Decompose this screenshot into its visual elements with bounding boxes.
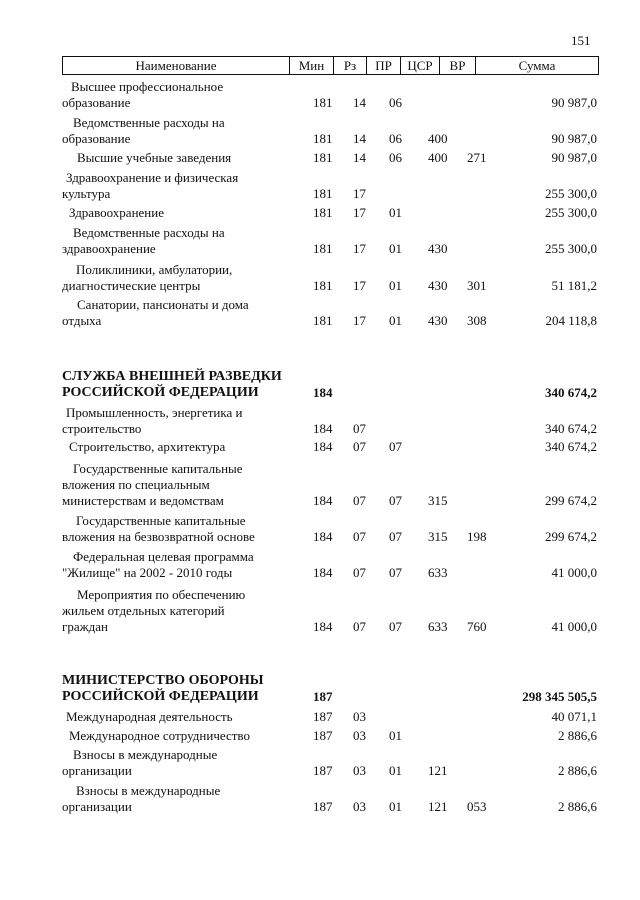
cell-sum: 299 674,2 (545, 493, 597, 508)
row-name (62, 709, 306, 725)
cell-pr: 06 (389, 95, 402, 110)
row-name-line: граждан (62, 619, 108, 634)
section-title (62, 369, 302, 401)
cell-rz: 03 (353, 728, 366, 743)
cell-pr: 06 (389, 150, 402, 165)
row-name-line: Мероприятия по обеспечению (77, 587, 246, 602)
header-vr: ВР (440, 57, 476, 74)
header-rz: Рз (334, 57, 367, 74)
cell-min: 187 (313, 799, 333, 814)
row-name-line: Ведомственные расходы на (73, 115, 225, 130)
section-title (62, 673, 302, 705)
row-name-line: образование (62, 131, 131, 146)
cell-sum: 298 345 505,5 (522, 689, 597, 704)
row-name (62, 297, 317, 329)
cell-vr: 301 (467, 278, 487, 293)
cell-min: 181 (313, 186, 333, 201)
row-name-line: вложения на безвозвратной основе (62, 529, 255, 544)
row-name-line: отдыха (62, 313, 102, 328)
row-name-line: вложения по специальным (62, 477, 210, 492)
row-name-line: организации (62, 763, 132, 778)
cell-min: 187 (313, 689, 333, 704)
row-name-line: Строительство, архитектура (69, 439, 226, 454)
section-title-line: МИНИСТЕРСТВО ОБОРОНЫ (62, 673, 264, 688)
cell-min: 187 (313, 763, 333, 778)
row-name-line: Государственные капитальные (76, 513, 246, 528)
cell-rz: 03 (353, 799, 366, 814)
row-name-line: жильем отдельных категорий (62, 603, 225, 618)
row-name (62, 205, 309, 221)
row-name (62, 747, 313, 779)
cell-min: 184 (313, 529, 333, 544)
cell-sum: 2 886,6 (558, 799, 597, 814)
header-min: Мин (290, 57, 334, 74)
cell-pr: 01 (389, 313, 402, 328)
cell-rz: 07 (353, 529, 366, 544)
cell-rz: 17 (353, 313, 366, 328)
cell-csr: 430 (428, 278, 448, 293)
row-name-line: Государственные капитальные (73, 461, 243, 476)
cell-csr: 121 (428, 799, 448, 814)
cell-sum: 2 886,6 (558, 763, 597, 778)
cell-pr: 07 (389, 493, 402, 508)
row-name-line: Взносы в международные (76, 783, 221, 798)
row-name-line: Поликлиники, амбулатории, (76, 262, 233, 277)
row-name-line: Высшее профессиональное (71, 79, 224, 94)
row-name-line: культура (62, 186, 111, 201)
cell-csr: 400 (428, 150, 448, 165)
cell-min: 184 (313, 493, 333, 508)
cell-pr: 01 (389, 728, 402, 743)
cell-sum: 255 300,0 (545, 186, 597, 201)
cell-sum: 41 000,0 (551, 619, 597, 634)
cell-pr: 01 (389, 799, 402, 814)
row-name-line: министерствам и ведомствам (62, 493, 224, 508)
row-name-line: Санатории, пансионаты и дома (77, 297, 249, 312)
cell-rz: 17 (353, 278, 366, 293)
row-name-line: Международное сотрудничество (69, 728, 250, 743)
page-number: 151 (571, 33, 591, 48)
cell-rz: 07 (353, 421, 366, 436)
row-name-line: строительство (62, 421, 142, 436)
cell-sum: 340 674,2 (545, 439, 597, 454)
cell-csr: 430 (428, 241, 448, 256)
row-name (62, 461, 313, 509)
cell-csr: 315 (428, 529, 448, 544)
cell-vr: 198 (467, 529, 487, 544)
cell-pr: 06 (389, 131, 402, 146)
cell-sum: 90 987,0 (551, 150, 597, 165)
cell-min: 184 (313, 385, 333, 400)
cell-rz: 17 (353, 205, 366, 220)
cell-min: 181 (313, 241, 333, 256)
cell-min: 181 (313, 313, 333, 328)
row-name (62, 115, 313, 147)
cell-pr: 01 (389, 205, 402, 220)
row-name-line: Здравоохранение (69, 205, 164, 220)
row-name-line: Промышленность, энергетика и (66, 405, 243, 420)
cell-sum: 90 987,0 (551, 131, 597, 146)
row-name (62, 79, 311, 111)
cell-min: 181 (313, 95, 333, 110)
table-header (62, 56, 599, 75)
cell-min: 184 (313, 421, 333, 436)
cell-sum: 41 000,0 (551, 565, 597, 580)
cell-csr: 633 (428, 619, 448, 634)
cell-pr: 01 (389, 241, 402, 256)
section-title-line: РОССИЙСКОЙ ФЕДЕРАЦИИ (62, 385, 259, 400)
cell-sum: 340 674,2 (545, 421, 597, 436)
cell-sum: 255 300,0 (545, 241, 597, 256)
cell-sum: 299 674,2 (545, 529, 597, 544)
cell-rz: 14 (353, 150, 366, 165)
cell-pr: 01 (389, 763, 402, 778)
cell-pr: 07 (389, 439, 402, 454)
row-name (62, 728, 309, 744)
row-name (62, 150, 317, 166)
cell-rz: 17 (353, 186, 366, 201)
row-name (62, 225, 313, 257)
row-name (62, 405, 306, 437)
row-name (62, 587, 317, 635)
header-pr: ПР (367, 57, 401, 74)
cell-min: 184 (313, 565, 333, 580)
cell-rz: 14 (353, 131, 366, 146)
row-name (62, 262, 316, 294)
cell-csr: 400 (428, 131, 448, 146)
cell-rz: 07 (353, 493, 366, 508)
cell-min: 181 (313, 278, 333, 293)
row-name-line: Международная деятельность (66, 709, 233, 724)
cell-pr: 07 (389, 529, 402, 544)
cell-rz: 07 (353, 439, 366, 454)
cell-min: 181 (313, 205, 333, 220)
header-sum: Сумма (518, 58, 556, 73)
cell-sum: 2 886,6 (558, 728, 597, 743)
cell-sum: 255 300,0 (545, 205, 597, 220)
cell-rz: 07 (353, 619, 366, 634)
row-name (62, 549, 313, 581)
row-name-line: Федеральная целевая программа (73, 549, 254, 564)
cell-min: 187 (313, 709, 333, 724)
row-name-line: организации (62, 799, 132, 814)
cell-min: 184 (313, 619, 333, 634)
row-name-line: Взносы в международные (73, 747, 218, 762)
cell-sum: 40 071,1 (551, 709, 597, 724)
cell-min: 184 (313, 439, 333, 454)
cell-csr: 430 (428, 313, 448, 328)
header-name: Наименование (63, 57, 290, 74)
section-title-line: РОССИЙСКОЙ ФЕДЕРАЦИИ (62, 689, 259, 704)
row-name (62, 439, 309, 455)
cell-min: 181 (313, 150, 333, 165)
row-name-line: здравоохранение (62, 241, 156, 256)
cell-vr: 053 (467, 799, 487, 814)
row-name-line: Ведомственные расходы на (73, 225, 225, 240)
cell-min: 181 (313, 131, 333, 146)
row-name-line: "Жилище" на 2002 - 2010 годы (62, 565, 233, 580)
row-name-line: образование (62, 95, 131, 110)
cell-pr: 01 (389, 278, 402, 293)
cell-pr: 07 (389, 565, 402, 580)
cell-rz: 17 (353, 241, 366, 256)
cell-pr: 07 (389, 619, 402, 634)
cell-csr: 633 (428, 565, 448, 580)
cell-sum: 204 118,8 (545, 313, 597, 328)
cell-sum: 340 674,2 (545, 385, 597, 400)
cell-csr: 315 (428, 493, 448, 508)
row-name (62, 783, 316, 815)
cell-vr: 271 (467, 150, 487, 165)
cell-vr: 760 (467, 619, 487, 634)
cell-sum: 90 987,0 (551, 95, 597, 110)
cell-rz: 07 (353, 565, 366, 580)
row-name-line: Здравоохранение и физическая (66, 170, 239, 185)
cell-sum: 51 181,2 (551, 278, 597, 293)
row-name (62, 170, 306, 202)
cell-rz: 03 (353, 763, 366, 778)
cell-csr: 121 (428, 763, 448, 778)
cell-vr: 308 (467, 313, 487, 328)
cell-min: 187 (313, 728, 333, 743)
cell-rz: 14 (353, 95, 366, 110)
header-csr: ЦСР (401, 57, 440, 74)
cell-rz: 03 (353, 709, 366, 724)
row-name-line: Высшие учебные заведения (77, 150, 232, 165)
row-name-line: диагностические центры (62, 278, 201, 293)
row-name (62, 513, 316, 545)
section-title-line: СЛУЖБА ВНЕШНЕЙ РАЗВЕДКИ (62, 369, 282, 384)
